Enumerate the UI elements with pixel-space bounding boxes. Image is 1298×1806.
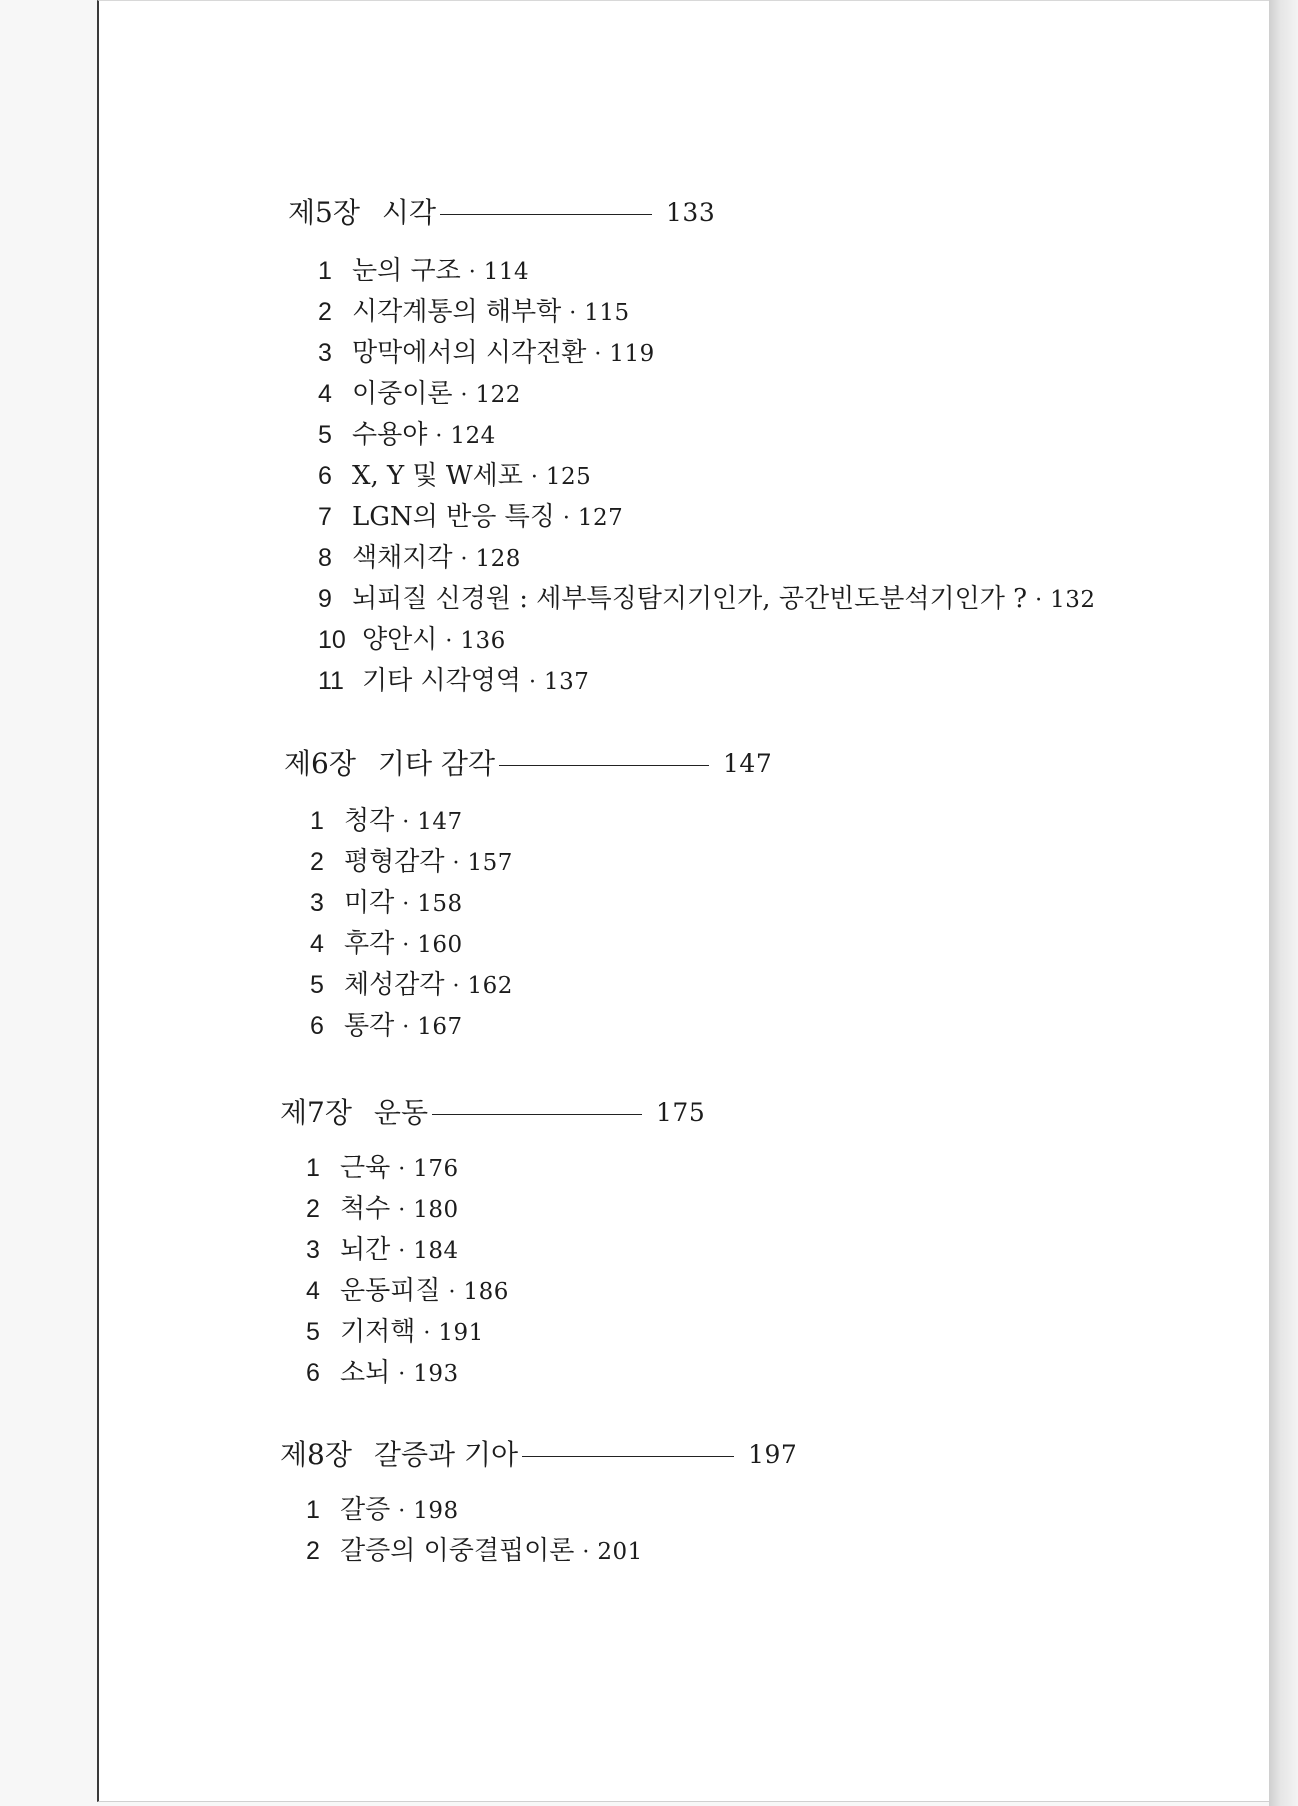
section-number: 10 [318,626,346,654]
section-page-number: 198 [413,1498,459,1524]
toc-entry [306,1535,643,1569]
chapter-page-number: 147 [723,749,773,778]
section-page-number: 136 [460,628,506,654]
toc-entry [318,501,623,535]
section-page-number: 176 [413,1156,459,1182]
section-number: 5 [318,421,332,449]
toc-entry [318,419,496,453]
section-page-number: 124 [450,423,496,449]
section-title: 이중이론 [352,379,453,409]
chapter-leader-rule [522,1456,734,1457]
toc-entry [310,969,513,1003]
page-separator-dot: · [398,1362,406,1387]
chapter-page-number: 197 [748,1440,798,1469]
toc-entry [318,337,655,371]
toc-entry [318,583,1095,617]
section-page-number: 193 [413,1361,459,1387]
page-separator-dot: · [452,974,460,999]
chapter-leader-rule [432,1114,642,1115]
toc-entry [306,1193,459,1227]
toc-entry [318,378,521,412]
section-title: 근육 [340,1153,391,1183]
section-page-number: 184 [413,1238,459,1264]
page-separator-dot: · [402,1015,410,1040]
section-number: 4 [318,380,332,408]
toc-entry [318,255,529,289]
toc-entry [310,805,463,839]
section-number: 9 [318,585,332,613]
section-number: 4 [310,930,324,958]
section-page-number: 125 [545,464,592,490]
section-number: 6 [318,462,332,490]
section-page-number: 186 [463,1279,509,1305]
section-title: 평형감각 [344,847,445,877]
section-title: 양안시 [362,625,438,655]
section-title: 운동피질 [340,1276,441,1306]
page-separator-dot: · [460,547,468,572]
section-page-number: 160 [417,932,463,958]
toc-entry [306,1152,459,1186]
page-separator-dot: · [460,383,468,408]
section-number: 1 [318,257,332,285]
section-title: 뇌피질 신경원 : 세부특징탐지기인가, 공간빈도분석기인가 ? [352,584,1028,614]
page-separator-dot: · [402,892,410,917]
toc-entry [306,1275,509,1309]
section-number: 2 [318,298,332,326]
section-page-number: 119 [609,341,655,367]
page-separator-dot: · [594,342,602,367]
chapter-number: 제8장 [280,1438,352,1471]
toc-entry [310,928,463,962]
chapter-page-number: 175 [656,1098,706,1127]
section-title: 후각 [344,929,395,959]
section-title: 갈증의 이중결핍이론 [340,1536,575,1566]
chapter-heading [280,1096,705,1130]
section-title: 체성감각 [344,970,445,1000]
section-number: 11 [318,667,344,695]
toc-entry [306,1357,459,1391]
page-separator-dot: · [468,260,476,285]
chapter-title: 기타 감각 [377,747,496,780]
page-separator-dot: · [423,1321,431,1346]
section-number: 3 [318,339,332,367]
toc-entry [310,1010,463,1044]
section-title: 통각 [344,1011,395,1041]
section-page-number: 158 [417,891,463,917]
chapter-leader-rule [499,765,709,766]
chapter-leader-rule [440,214,652,215]
section-title: 뇌간 [340,1235,391,1265]
chapter-heading [284,747,772,781]
page-edge-shadow [1269,0,1298,1806]
book-page [97,0,1269,1802]
chapter-number: 제6장 [284,747,356,780]
toc-entry [310,887,463,921]
section-page-number: 180 [413,1197,459,1223]
chapter-heading [288,196,715,230]
section-title: 망막에서의 시각전환 [352,338,587,368]
chapter-title: 운동 [373,1096,429,1129]
page-separator-dot: · [398,1239,406,1264]
section-page-number: 167 [417,1014,463,1040]
page-separator-dot: · [530,465,538,490]
section-title: 소뇌 [340,1358,391,1388]
toc-entry [318,665,589,699]
section-page-number: 201 [597,1539,643,1565]
section-number: 2 [306,1537,320,1565]
chapter-page-number: 133 [666,198,716,227]
page-separator-dot: · [528,670,536,695]
page-separator-dot: · [562,506,570,531]
section-number: 8 [318,544,332,572]
chapter-title: 시각 [381,196,437,229]
section-title: X, Y 및 W세포 [352,461,523,491]
section-title: 미각 [344,888,395,918]
page-separator-dot: · [582,1540,590,1565]
page-separator-dot: · [402,810,410,835]
section-title: 청각 [344,806,395,836]
section-title: 시각계통의 해부학 [352,297,562,327]
toc-entry [318,460,591,494]
section-page-number: 115 [584,300,630,326]
section-number: 1 [306,1154,320,1182]
toc-entry [318,296,630,330]
section-page-number: 127 [577,505,624,531]
section-number: 6 [306,1359,320,1387]
chapter-title: 갈증과 기아 [373,1438,519,1471]
section-number: 4 [306,1277,320,1305]
section-page-number: 162 [467,973,513,999]
page-separator-dot: · [445,629,453,654]
section-number: 1 [310,807,324,835]
section-number: 2 [306,1195,320,1223]
section-number: 5 [306,1318,320,1346]
chapter-heading [280,1438,797,1472]
section-title: 척수 [340,1194,391,1224]
section-page-number: 122 [475,382,521,408]
toc-entry [318,542,521,576]
section-number: 5 [310,971,324,999]
section-page-number: 191 [438,1320,484,1346]
section-title: LGN의 반응 특징 [352,502,555,532]
section-title: 기저핵 [340,1317,416,1347]
section-page-number: 147 [417,809,463,835]
page-separator-dot: · [402,933,410,958]
page-separator-dot: · [452,851,460,876]
chapter-number: 제7장 [280,1096,352,1129]
toc-entry [318,624,506,658]
page-separator-dot: · [398,1198,406,1223]
section-title: 갈증 [340,1495,391,1525]
section-page-number: 137 [543,669,590,695]
toc-entry [306,1494,459,1528]
toc-entry [310,846,513,880]
section-page-number: 157 [467,850,513,876]
section-title: 색채지각 [352,543,453,573]
section-number: 7 [318,503,332,531]
page-separator-dot: · [435,424,443,449]
page-separator-dot: · [569,301,577,326]
section-title: 기타 시각영역 [362,666,521,696]
toc-entry [306,1234,459,1268]
section-number: 6 [310,1012,324,1040]
section-page-number: 114 [483,259,530,285]
section-number: 2 [310,848,324,876]
section-number: 3 [306,1236,320,1264]
page-separator-dot: · [398,1157,406,1182]
page-separator-dot: · [448,1280,456,1305]
section-title: 눈의 구조 [352,256,461,286]
section-title: 수용야 [352,420,428,450]
page-separator-dot: · [398,1499,406,1524]
section-page-number: 128 [475,546,521,572]
page-separator-dot: · [1035,588,1043,613]
chapter-number: 제5장 [288,196,360,229]
section-number: 3 [310,889,324,917]
section-number: 1 [306,1496,320,1524]
section-page-number: 132 [1050,587,1096,613]
toc-entry [306,1316,484,1350]
